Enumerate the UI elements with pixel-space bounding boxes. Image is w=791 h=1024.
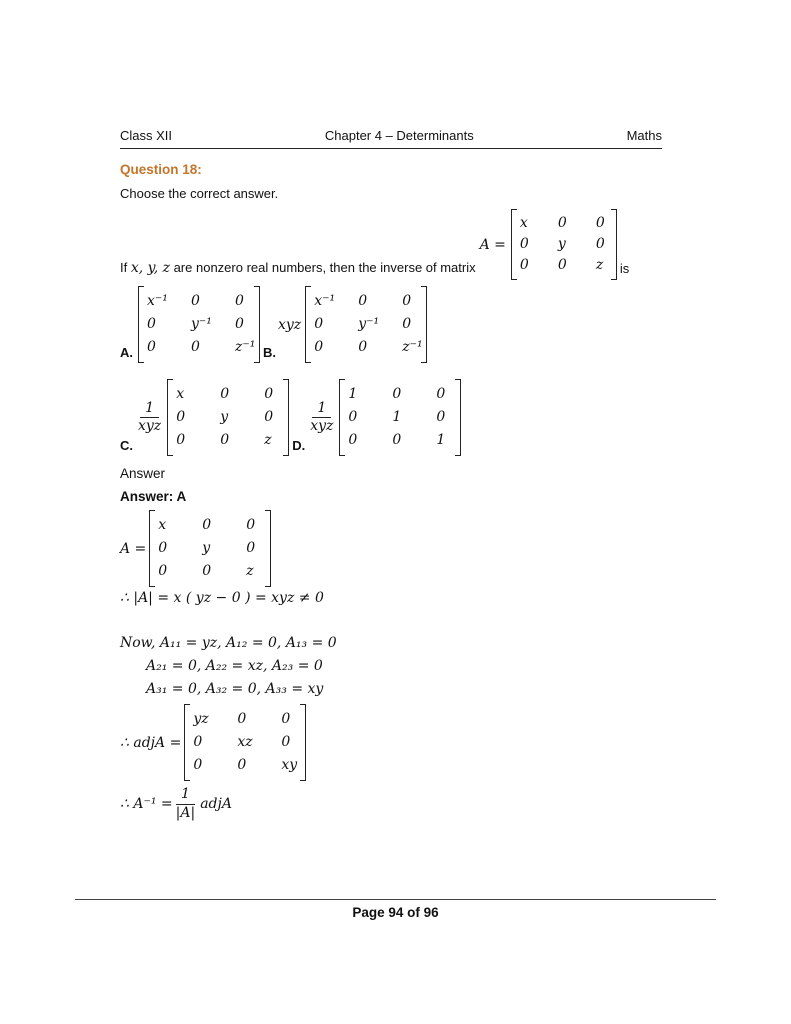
matrix-cell: xz bbox=[237, 734, 253, 750]
question-sentence bbox=[120, 260, 476, 280]
matrix-cell: x bbox=[519, 215, 528, 231]
option-d-body bbox=[307, 379, 464, 456]
matrix-cell: 0 bbox=[557, 257, 567, 273]
page-header bbox=[120, 128, 662, 149]
options-row-ab bbox=[120, 286, 662, 363]
determinant-line: ∴ |A| = x ( yz − 0 ) = xyz ≠ 0 bbox=[120, 590, 324, 606]
matrix-cell: 0 bbox=[220, 432, 230, 448]
matrix-cell: 0 bbox=[264, 386, 274, 402]
option-d-matrix bbox=[339, 379, 461, 456]
matrix-cell: 0 bbox=[202, 563, 212, 579]
option-c-fraction bbox=[138, 400, 161, 436]
fraction-numerator: 1 bbox=[312, 400, 331, 419]
matrix-cell: z⁻¹ bbox=[235, 339, 256, 355]
matrix-cell: x bbox=[176, 386, 185, 402]
matrix-cell: 0 bbox=[358, 293, 368, 309]
fraction-denominator: xyz bbox=[138, 418, 162, 434]
question-instruction: Choose the correct answer. bbox=[120, 186, 279, 201]
matrix-row bbox=[147, 313, 251, 336]
inverse-lhs: ∴ A⁻¹ = bbox=[120, 796, 173, 812]
matrix-row bbox=[158, 560, 262, 583]
option-b-body bbox=[278, 286, 430, 363]
cofactor-line-3: A₃₁ = 0, A₃₂ = 0, A₃₃ = xy bbox=[146, 681, 324, 697]
fraction-denominator: xyz bbox=[310, 418, 334, 434]
adjoint-lhs: ∴ adjA = bbox=[120, 734, 182, 751]
matrix-cell: 1 bbox=[348, 386, 358, 402]
matrix-cell: yz bbox=[193, 711, 209, 727]
answer-choice: Answer: A bbox=[120, 489, 187, 504]
page-content bbox=[120, 128, 662, 822]
matrix-cell: z⁻¹ bbox=[402, 339, 423, 355]
matrix-cell: 0 bbox=[436, 386, 446, 402]
matrix-cell: 0 bbox=[595, 215, 605, 231]
option-c-label: C. bbox=[120, 438, 133, 453]
matrix-cell: 0 bbox=[281, 734, 291, 750]
option-c-body bbox=[135, 379, 292, 456]
matrix-cell: 0 bbox=[348, 432, 358, 448]
matrix-cell: 0 bbox=[158, 540, 168, 556]
matrix-cell: 0 bbox=[264, 409, 274, 425]
matrix-row bbox=[147, 290, 251, 313]
matrix-row bbox=[147, 336, 256, 359]
matrix-cell: 0 bbox=[348, 409, 358, 425]
matrix-cell: 0 bbox=[237, 711, 247, 727]
matrix-cell: 0 bbox=[147, 339, 156, 355]
matrix-row bbox=[158, 537, 262, 560]
matrix-cell: 0 bbox=[519, 236, 529, 252]
option-a-label: A. bbox=[120, 345, 133, 360]
matrix-cell: 0 bbox=[314, 316, 324, 332]
option-b-coefficient: xyz bbox=[278, 316, 302, 333]
matrix-cell: 0 bbox=[176, 432, 186, 448]
option-a-body bbox=[135, 286, 263, 363]
answer-heading: Answer bbox=[120, 466, 166, 481]
matrix-cell: 0 bbox=[392, 386, 402, 402]
matrix-row bbox=[348, 429, 452, 452]
fraction-denominator: |A| bbox=[175, 804, 196, 821]
matrix-cell: 0 bbox=[557, 215, 567, 231]
matrix-cell: x⁻¹ bbox=[314, 293, 336, 309]
cofactor-line-2: A₂₁ = 0, A₂₂ = xz, A₂₃ = 0 bbox=[146, 658, 323, 674]
matrix-cell: 0 bbox=[191, 293, 200, 309]
solution-matrix-row bbox=[120, 510, 662, 587]
matrix-cell: y bbox=[220, 409, 229, 425]
matrix-cell: 0 bbox=[235, 293, 244, 309]
sentence-variables: x, y, z bbox=[130, 260, 170, 276]
option-a-matrix bbox=[138, 286, 260, 363]
matrix-row bbox=[348, 383, 452, 406]
matrix-cell: 0 bbox=[235, 316, 244, 332]
option-c-matrix bbox=[167, 379, 289, 456]
matrix-cell: 0 bbox=[147, 316, 156, 332]
matrix-cell: 0 bbox=[191, 339, 200, 355]
matrix-cell: y⁻¹ bbox=[358, 316, 380, 332]
matrix-cell: 0 bbox=[193, 757, 203, 773]
question-sentence-row bbox=[120, 209, 662, 280]
cofactor-block bbox=[120, 632, 662, 701]
page-number: Page 94 of 96 bbox=[352, 905, 439, 920]
matrix-cell: 0 bbox=[358, 339, 368, 355]
matrix-cell: x bbox=[158, 517, 167, 533]
question-sentence-suffix: is bbox=[619, 261, 630, 276]
option-d bbox=[292, 379, 464, 456]
option-d-fraction bbox=[310, 400, 333, 436]
matrix-cell: 0 bbox=[519, 257, 529, 273]
option-b-label: B. bbox=[263, 345, 276, 360]
option-b-matrix bbox=[305, 286, 427, 363]
matrix-cell: 0 bbox=[246, 517, 256, 533]
option-d-label: D. bbox=[292, 438, 306, 453]
inverse-fraction bbox=[176, 786, 196, 822]
question-title: Question 18: bbox=[120, 162, 202, 177]
given-matrix bbox=[511, 209, 617, 280]
fraction-numerator: 1 bbox=[140, 400, 159, 419]
matrix-cell: 0 bbox=[220, 386, 230, 402]
matrix-cell: z bbox=[246, 563, 254, 579]
matrix-cell: 0 bbox=[202, 517, 212, 533]
given-matrix-lhs: A = bbox=[479, 236, 506, 253]
matrix-cell: 1 bbox=[436, 432, 446, 448]
sentence-pre: If bbox=[120, 260, 131, 275]
adjoint-row bbox=[120, 704, 662, 781]
matrix-row bbox=[314, 313, 418, 336]
matrix-cell: y⁻¹ bbox=[191, 316, 212, 332]
matrix-cell: 0 bbox=[436, 409, 446, 425]
matrix-row bbox=[176, 383, 280, 406]
solution-matrix bbox=[149, 510, 271, 587]
matrix-cell: 0 bbox=[281, 711, 291, 727]
inverse-row bbox=[120, 786, 662, 822]
matrix-row bbox=[314, 336, 423, 359]
matrix-row bbox=[520, 234, 608, 255]
matrix-cell: z bbox=[264, 432, 272, 448]
given-matrix-group bbox=[480, 209, 620, 280]
solution-matrix-lhs: A = bbox=[120, 540, 147, 557]
footer-divider bbox=[75, 899, 716, 900]
sentence-post: are nonzero real numbers, then the inverse of matrix bbox=[169, 260, 476, 275]
header-subject-label: Maths bbox=[626, 128, 662, 143]
matrix-row bbox=[520, 255, 608, 276]
matrix-cell: 0 bbox=[246, 540, 256, 556]
matrix-cell: 0 bbox=[392, 432, 402, 448]
matrix-cell: 0 bbox=[193, 734, 203, 750]
option-c bbox=[120, 379, 292, 456]
matrix-row bbox=[520, 213, 608, 234]
option-a bbox=[120, 286, 263, 363]
matrix-row bbox=[158, 514, 262, 537]
matrix-row bbox=[193, 754, 297, 777]
matrix-cell: 0 bbox=[595, 236, 605, 252]
header-chapter-label: Chapter 4 – Determinants bbox=[324, 128, 474, 143]
matrix-cell: xy bbox=[281, 757, 298, 773]
adjoint-matrix bbox=[184, 704, 306, 781]
matrix-row bbox=[193, 731, 297, 754]
matrix-row bbox=[193, 708, 297, 731]
matrix-cell: z bbox=[595, 257, 604, 273]
matrix-cell: y bbox=[557, 236, 566, 252]
matrix-row bbox=[314, 290, 418, 313]
matrix-cell: 0 bbox=[402, 293, 412, 309]
header-class-label: Class XII bbox=[120, 128, 173, 143]
matrix-cell: y bbox=[202, 540, 211, 556]
fraction-numerator: 1 bbox=[176, 786, 195, 805]
matrix-cell: 0 bbox=[176, 409, 186, 425]
matrix-cell: 0 bbox=[314, 339, 324, 355]
matrix-row bbox=[176, 406, 280, 429]
matrix-cell: 0 bbox=[158, 563, 168, 579]
matrix-row bbox=[176, 429, 280, 452]
matrix-cell: x⁻¹ bbox=[147, 293, 168, 309]
matrix-cell: 0 bbox=[402, 316, 412, 332]
matrix-cell: 0 bbox=[237, 757, 247, 773]
matrix-cell: 1 bbox=[392, 409, 402, 425]
matrix-row bbox=[348, 406, 452, 429]
inverse-rhs: adjA bbox=[200, 796, 232, 812]
options-row-cd bbox=[120, 379, 662, 456]
cofactor-line-1: Now, A₁₁ = yz, A₁₂ = 0, A₁₃ = 0 bbox=[120, 635, 337, 651]
option-b bbox=[263, 286, 430, 363]
